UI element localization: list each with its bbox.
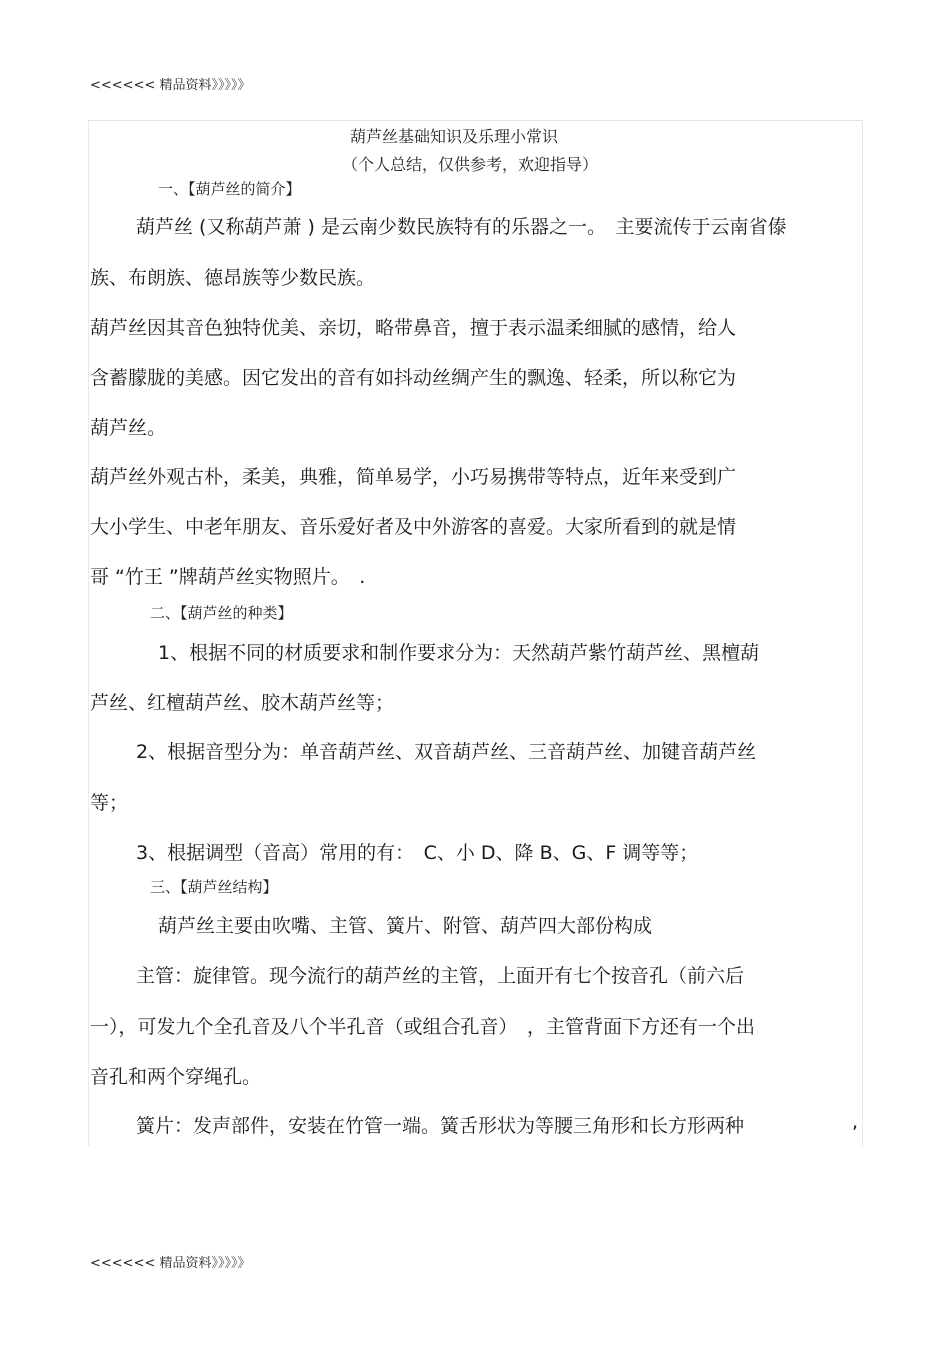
paragraph-line: 哥 “竹王 ”牌葫芦丝实物照片。 .: [90, 566, 366, 588]
paragraph-line: 3、根据调型（音高）常用的有： C、小 D、降 B、G、F 调等等；: [136, 842, 699, 864]
paragraph-line: 族、布朗族、德昂族等少数民族。: [90, 267, 376, 289]
paragraph-line: 含蓄朦胧的美感。因它发出的音有如抖动丝绸产生的飘逸、轻柔，所以称它为: [90, 367, 737, 389]
paragraph-line: 簧片：发声部件，安装在竹管一端。簧舌形状为等腰三角形和长方形两种: [136, 1115, 745, 1137]
paragraph-line: 主管：旋律管。现今流行的葫芦丝的主管，上面开有七个按音孔（前六后: [136, 965, 745, 987]
paragraph-line: 葫芦丝外观古朴，柔美，典雅，简单易学，小巧易携带等特点，近年来受到广: [90, 466, 737, 488]
doc-subtitle: （个人总结，仅供参考，欢迎指导）: [342, 155, 599, 174]
paragraph-line: 芦丝、红檀葫芦丝、胶木葫芦丝等；: [90, 692, 395, 714]
paragraph-line: 葫芦丝。: [90, 417, 167, 439]
section-heading-3: 三、【葫芦丝结构】: [150, 878, 278, 896]
page-header: <<<<<< 精品资料》》》》》: [90, 78, 251, 93]
paragraph-line: 音孔和两个穿绳孔。: [90, 1066, 262, 1088]
paragraph-line: 一），可发九个全孔音及八个半孔音（或组合孔音） ，主管背面下方还有一个出: [90, 1016, 756, 1038]
paragraph-line: 大小学生、中老年朋友、音乐爱好者及中外游客的喜爱。大家所看到的就是情: [90, 516, 737, 538]
page-footer: <<<<<< 精品资料》》》》》: [90, 1256, 251, 1271]
paragraph-line: 等；: [90, 792, 129, 814]
trailing-comma: ,: [852, 1111, 859, 1133]
section-heading-1: 一、【葫芦丝的简介】: [158, 180, 301, 198]
paragraph-line: 葫芦丝主要由吹嘴、主管、簧片、附管、葫芦四大部份构成: [158, 915, 653, 937]
paragraph-line: 1、根据不同的材质要求和制作要求分为：天然葫芦紫竹葫芦丝、黑檀葫: [158, 642, 760, 664]
doc-title: 葫芦丝基础知识及乐理小常识: [350, 127, 559, 146]
paragraph-line: 2、根据音型分为：单音葫芦丝、双音葫芦丝、三音葫芦丝、加键音葫芦丝: [136, 741, 757, 763]
paragraph-line: 葫芦丝因其音色独特优美、亲切，略带鼻音，擅于表示温柔细腻的感情，给人: [90, 317, 737, 339]
paragraph-line: 葫芦丝 (又称葫芦萧 ) 是云南少数民族特有的乐器之一。 主要流传于云南省傣: [136, 216, 787, 238]
section-heading-2: 二、【葫芦丝的种类】: [150, 604, 293, 622]
